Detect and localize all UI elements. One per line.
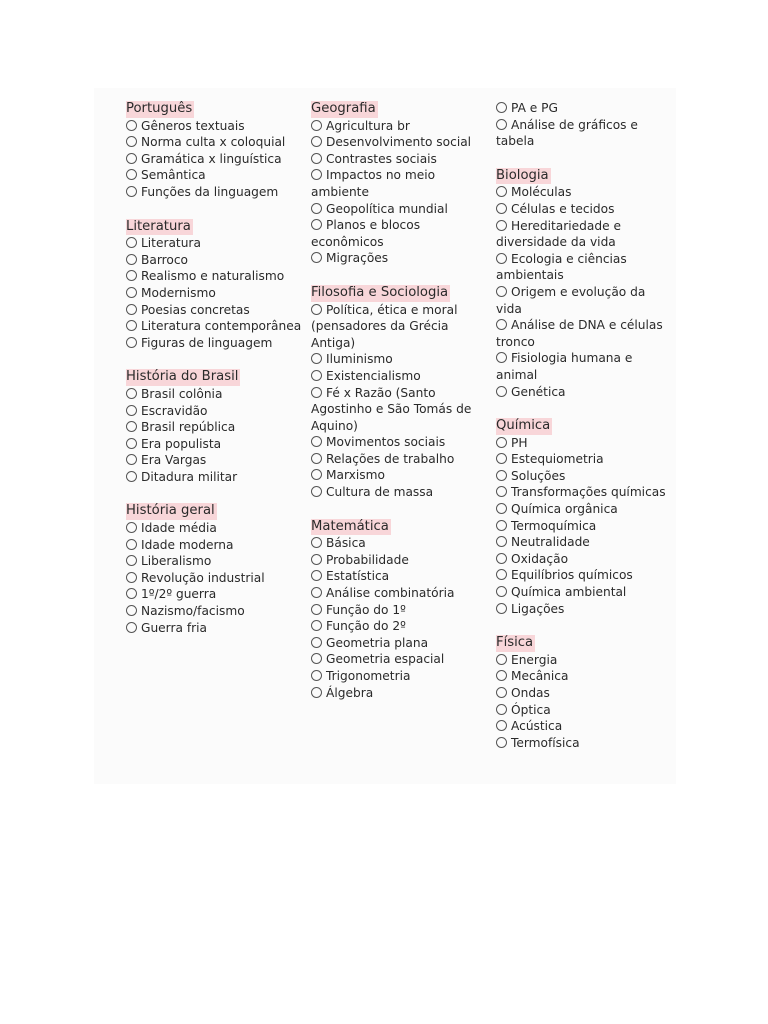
topic-label: Marxismo [326, 468, 385, 483]
topic-item [496, 685, 674, 702]
topic-list [126, 386, 304, 486]
topic-item [126, 603, 304, 620]
checkbox-circle-icon[interactable] [311, 637, 322, 648]
topic-item [496, 251, 674, 284]
topic-item [126, 537, 304, 554]
checkbox-circle-icon[interactable] [311, 486, 322, 497]
topic-item [126, 302, 304, 319]
checkbox-circle-icon[interactable] [311, 387, 322, 398]
column-2 [311, 100, 489, 718]
topic-label: Literatura [141, 236, 201, 251]
topic-label: Guerra fria [141, 620, 207, 635]
section-heading: Literatura [126, 218, 191, 234]
checkbox-circle-icon[interactable] [496, 687, 507, 698]
topic-label: 1º/2º guerra [141, 587, 217, 602]
section-heading: História geral [126, 503, 215, 519]
topic-label: Função do 1º [326, 602, 406, 617]
checkbox-circle-icon[interactable] [311, 203, 322, 214]
section-heading: Matemática [311, 518, 389, 534]
column-3 [496, 100, 674, 768]
topic-label: Movimentos sociais [326, 435, 446, 450]
checkbox-circle-icon[interactable] [126, 572, 137, 583]
checkbox-circle-icon[interactable] [311, 587, 322, 598]
checkbox-circle-icon[interactable] [126, 237, 137, 248]
topic-item [126, 235, 304, 252]
checkbox-circle-icon[interactable] [496, 470, 507, 481]
topic-item [311, 635, 489, 652]
checkbox-circle-icon[interactable] [496, 704, 507, 715]
section-heading: Biologia [496, 167, 549, 183]
topic-label: Barroco [141, 252, 188, 267]
checkbox-circle-icon[interactable] [126, 539, 137, 550]
topic-item [496, 735, 674, 752]
topic-label: Agricultura br [326, 118, 410, 133]
topic-item [496, 468, 674, 485]
topic-item [126, 452, 304, 469]
topic-item [126, 151, 304, 168]
checkbox-circle-icon[interactable] [496, 553, 507, 564]
topic-label: Impactos no meio ambiente [311, 168, 436, 199]
topic-item [126, 586, 304, 603]
topic-label: Geopolítica mundial [326, 201, 448, 216]
checkbox-circle-icon[interactable] [496, 453, 507, 464]
topic-item [126, 335, 304, 352]
column-1 [126, 100, 304, 653]
topic-label: Oxidação [511, 551, 569, 566]
topic-item [311, 217, 489, 250]
topic-item [496, 384, 674, 401]
checkbox-circle-icon[interactable] [311, 537, 322, 548]
topic-item [311, 302, 489, 352]
section-historia-geral [126, 502, 304, 636]
topic-label: Ecologia e ciências ambientais [496, 251, 627, 283]
checkbox-circle-icon[interactable] [311, 304, 322, 315]
topic-item [311, 451, 489, 468]
checkbox-circle-icon[interactable] [496, 386, 507, 397]
checkbox-circle-icon[interactable] [126, 337, 137, 348]
topic-item [496, 567, 674, 584]
topic-label: Gramática x linguística [141, 151, 282, 166]
topic-label: Trigonometria [326, 669, 411, 683]
topic-label: Desenvolvimento social [326, 135, 472, 150]
checkbox-circle-icon[interactable] [126, 169, 137, 180]
topic-item [126, 134, 304, 151]
checkbox-circle-icon[interactable] [126, 438, 137, 449]
topic-label: Era populista [141, 436, 222, 451]
topic-label: Mecânica [511, 669, 569, 684]
checkbox-circle-icon[interactable] [126, 471, 137, 482]
topic-label: Contrastes sociais [326, 151, 437, 166]
topic-list [496, 184, 674, 400]
topic-label: Semântica [141, 168, 206, 183]
checkbox-circle-icon[interactable] [311, 353, 322, 364]
topic-item [496, 284, 674, 317]
topic-item [311, 568, 489, 585]
checkbox-circle-icon[interactable] [311, 554, 322, 565]
section-heading: Física [496, 635, 534, 651]
section-geografia [311, 100, 489, 267]
topic-item [126, 419, 304, 436]
topic-item [126, 469, 304, 486]
topic-item [126, 318, 304, 335]
topic-label: Ditadura militar [141, 469, 238, 484]
topic-list [311, 302, 489, 501]
topic-list [496, 435, 674, 618]
section-heading: Português [126, 101, 193, 116]
topic-label: Brasil colônia [141, 386, 223, 401]
topic-item [126, 268, 304, 285]
checkbox-circle-icon[interactable] [496, 253, 507, 264]
checkbox-circle-icon[interactable] [126, 254, 137, 265]
topic-item [496, 668, 674, 685]
topic-label: Função do 2º [326, 619, 406, 634]
topic-item [126, 386, 304, 403]
section-heading: Geografia [311, 101, 376, 116]
topic-label: Figuras de linguagem [141, 335, 273, 350]
topic-item [126, 252, 304, 269]
checkbox-circle-icon[interactable] [126, 320, 137, 331]
topic-label: Estequiometria [511, 452, 604, 467]
checkbox-circle-icon[interactable] [496, 670, 507, 681]
topic-label: Ligações [511, 601, 565, 616]
checkbox-circle-icon[interactable] [496, 186, 507, 197]
checkbox-circle-icon[interactable] [126, 304, 137, 315]
topic-label: Escravidão [141, 403, 208, 418]
topic-item [311, 651, 489, 668]
topic-label: Análise de DNA e células tronco [496, 318, 663, 349]
checkbox-circle-icon[interactable] [496, 319, 507, 330]
checkbox-circle-icon[interactable] [496, 220, 507, 231]
topic-item [496, 518, 674, 535]
section-heading: Filosofia e Sociologia [311, 284, 449, 300]
checkbox-circle-icon[interactable] [126, 120, 137, 131]
checkbox-circle-icon[interactable] [496, 119, 507, 130]
topic-item [126, 520, 304, 537]
topic-item [311, 151, 489, 168]
checkbox-circle-icon[interactable] [496, 503, 507, 514]
checkbox-circle-icon[interactable] [496, 569, 507, 580]
checkbox-circle-icon[interactable] [496, 586, 507, 597]
topic-item [126, 570, 304, 587]
checkbox-circle-icon[interactable] [126, 421, 137, 432]
section-fisica [496, 634, 674, 751]
topic-item [126, 184, 304, 201]
checkbox-circle-icon[interactable] [126, 388, 137, 399]
topic-label: Gêneros textuais [141, 118, 245, 133]
topic-label: Probabilidade [326, 552, 409, 567]
checkbox-circle-icon[interactable] [311, 370, 322, 381]
checkbox-circle-icon[interactable] [311, 469, 322, 480]
checkbox-circle-icon[interactable] [311, 570, 322, 581]
topic-label: Geometria espacial [326, 652, 445, 667]
topic-item [126, 436, 304, 453]
section-portugues [126, 100, 304, 201]
topic-label: Planos e blocos econômicos [311, 218, 421, 249]
topic-label: PH [511, 435, 528, 450]
topic-label: Soluções [511, 468, 566, 483]
topic-item [311, 434, 489, 451]
topic-label: Termoquímica [511, 518, 597, 533]
topic-list [126, 118, 304, 201]
topic-label: Análise de gráficos e tabela [496, 117, 638, 149]
topic-item [496, 317, 674, 350]
topic-list [496, 652, 674, 752]
topic-item [496, 702, 674, 719]
topic-label: Liberalismo [141, 554, 212, 569]
checkbox-circle-icon[interactable] [126, 454, 137, 465]
topic-item [311, 685, 489, 702]
checkbox-circle-icon[interactable] [496, 102, 507, 113]
topic-item [311, 602, 489, 619]
checkbox-circle-icon[interactable] [311, 604, 322, 615]
topic-label: Idade moderna [141, 537, 234, 552]
topic-label: Energia [511, 652, 558, 667]
checkbox-circle-icon[interactable] [496, 603, 507, 614]
topic-item [126, 553, 304, 570]
topic-item [311, 552, 489, 569]
topic-label: Existencialismo [326, 368, 421, 383]
section-filosofia-e-sociologia [311, 284, 489, 501]
study-checklist-sheet [94, 88, 676, 784]
section-quimica [496, 417, 674, 617]
topic-item [496, 551, 674, 568]
topic-label: Iluminismo [326, 352, 393, 367]
checkbox-circle-icon[interactable] [311, 153, 322, 164]
topic-label: Hereditariedade e diversidade da vida [496, 218, 621, 250]
topic-item [496, 534, 674, 551]
topic-label: Análise combinatória [326, 586, 455, 601]
topic-item [311, 368, 489, 385]
topic-item [496, 652, 674, 669]
checkbox-circle-icon[interactable] [126, 186, 137, 197]
checkbox-circle-icon[interactable] [311, 670, 322, 681]
topic-item [126, 403, 304, 420]
checkbox-circle-icon[interactable] [496, 536, 507, 547]
checkbox-circle-icon[interactable] [126, 555, 137, 566]
topic-label: Fisiologia humana e animal [496, 351, 633, 382]
topic-item [496, 584, 674, 601]
section-literatura [126, 218, 304, 352]
topic-label: Poesias concretas [141, 302, 250, 317]
checkbox-circle-icon[interactable] [311, 169, 322, 180]
checkbox-circle-icon[interactable] [126, 153, 137, 164]
topic-item [311, 167, 489, 200]
checkbox-circle-icon[interactable] [311, 653, 322, 664]
checkbox-circle-icon[interactable] [496, 654, 507, 665]
checkbox-circle-icon[interactable] [126, 605, 137, 616]
checkbox-circle-icon[interactable] [311, 436, 322, 447]
checkbox-circle-icon[interactable] [126, 270, 137, 281]
topic-label: Funções da linguagem [141, 184, 279, 199]
topic-label: Fé x Razão (Santo Agostinho e São Tomás de Aquino) [311, 385, 472, 433]
topic-label: Revolução industrial [141, 570, 265, 585]
checkbox-circle-icon[interactable] [126, 287, 137, 298]
topic-label: Norma culta x coloquial [141, 135, 286, 150]
topic-item [496, 435, 674, 452]
checkbox-circle-icon[interactable] [126, 136, 137, 147]
topic-label: Básica [326, 536, 366, 551]
topic-item [311, 535, 489, 552]
topic-item [311, 250, 489, 267]
checkbox-circle-icon[interactable] [311, 219, 322, 230]
topic-item [496, 601, 674, 618]
topic-list [126, 520, 304, 636]
topic-label: Óptica [511, 702, 551, 717]
checkbox-circle-icon[interactable] [496, 486, 507, 497]
topic-item [311, 618, 489, 635]
topic-list [126, 235, 304, 351]
topic-label: Células e tecidos [511, 201, 615, 216]
section-matematica [311, 518, 489, 702]
checkbox-circle-icon[interactable] [496, 520, 507, 531]
checkbox-circle-icon[interactable] [496, 437, 507, 448]
topic-item [496, 718, 674, 735]
topic-label: Migrações [326, 251, 389, 266]
topic-item [496, 218, 674, 251]
topic-label: Química ambiental [511, 585, 627, 600]
topic-label: Acústica [511, 719, 563, 734]
topic-label: Equilíbrios químicos [511, 568, 633, 583]
topic-item [311, 385, 489, 435]
checkbox-circle-icon[interactable] [126, 588, 137, 599]
topic-label: Geometria plana [326, 635, 429, 650]
checkbox-circle-icon[interactable] [126, 522, 137, 533]
topic-item [311, 134, 489, 151]
topic-list [311, 535, 489, 701]
topic-list [311, 118, 489, 267]
topic-item [496, 451, 674, 468]
checkbox-circle-icon[interactable] [311, 252, 322, 263]
checkbox-circle-icon[interactable] [496, 203, 507, 214]
topic-label: Idade média [141, 521, 217, 536]
topic-label: Estatística [326, 569, 390, 584]
section-continued [496, 100, 674, 150]
topic-item [126, 285, 304, 302]
topic-item [311, 668, 489, 685]
topic-item [311, 351, 489, 368]
topic-label: Ondas [511, 686, 550, 700]
checkbox-circle-icon[interactable] [496, 352, 507, 363]
topic-label: Política, ética e moral (pensadores da Grécia Antiga) [311, 302, 458, 350]
topic-label: Origem e evolução da vida [496, 284, 646, 316]
topic-label: PA e PG [511, 101, 558, 115]
topic-item [496, 501, 674, 518]
topic-item [126, 167, 304, 184]
topic-label: Química orgânica [511, 502, 618, 517]
section-historia-do-brasil [126, 368, 304, 485]
topic-item [126, 620, 304, 637]
topic-item [311, 467, 489, 484]
topic-label: Neutralidade [511, 535, 590, 550]
topic-item [496, 184, 674, 201]
topic-item [311, 484, 489, 501]
topic-label: Genética [511, 384, 566, 399]
checkbox-circle-icon[interactable] [126, 622, 137, 633]
topic-list [496, 100, 674, 150]
topic-label: Termofísica [511, 735, 580, 750]
topic-label: Nazismo/facismo [141, 604, 245, 619]
topic-item [496, 100, 674, 117]
topic-label: Relações de trabalho [326, 451, 455, 466]
checkbox-circle-icon[interactable] [311, 620, 322, 631]
checkbox-circle-icon[interactable] [311, 687, 322, 698]
topic-item [496, 350, 674, 383]
topic-label: Transformações químicas [511, 485, 666, 500]
checkbox-circle-icon[interactable] [126, 405, 137, 416]
topic-item [496, 484, 674, 501]
topic-label: Brasil república [141, 420, 236, 435]
checkbox-circle-icon[interactable] [311, 453, 322, 464]
topic-label: Literatura contemporânea [141, 319, 302, 334]
topic-item [311, 201, 489, 218]
topic-item [496, 117, 674, 150]
checkbox-circle-icon[interactable] [311, 120, 322, 131]
topic-label: Era Vargas [141, 453, 207, 468]
topic-label: Modernismo [141, 285, 216, 300]
topic-item [496, 201, 674, 218]
topic-item [311, 585, 489, 602]
topic-item [311, 118, 489, 135]
topic-item [126, 118, 304, 135]
section-biologia [496, 167, 674, 400]
topic-label: Álgebra [326, 685, 374, 700]
topic-label: Moléculas [511, 185, 572, 200]
checkbox-circle-icon[interactable] [496, 737, 507, 748]
checkbox-circle-icon[interactable] [496, 720, 507, 731]
topic-label: Cultura de massa [326, 485, 434, 500]
section-heading: História do Brasil [126, 369, 239, 385]
checkbox-circle-icon[interactable] [496, 286, 507, 297]
section-heading: Química [496, 418, 551, 434]
checkbox-circle-icon[interactable] [311, 136, 322, 147]
topic-label: Realismo e naturalismo [141, 269, 285, 284]
